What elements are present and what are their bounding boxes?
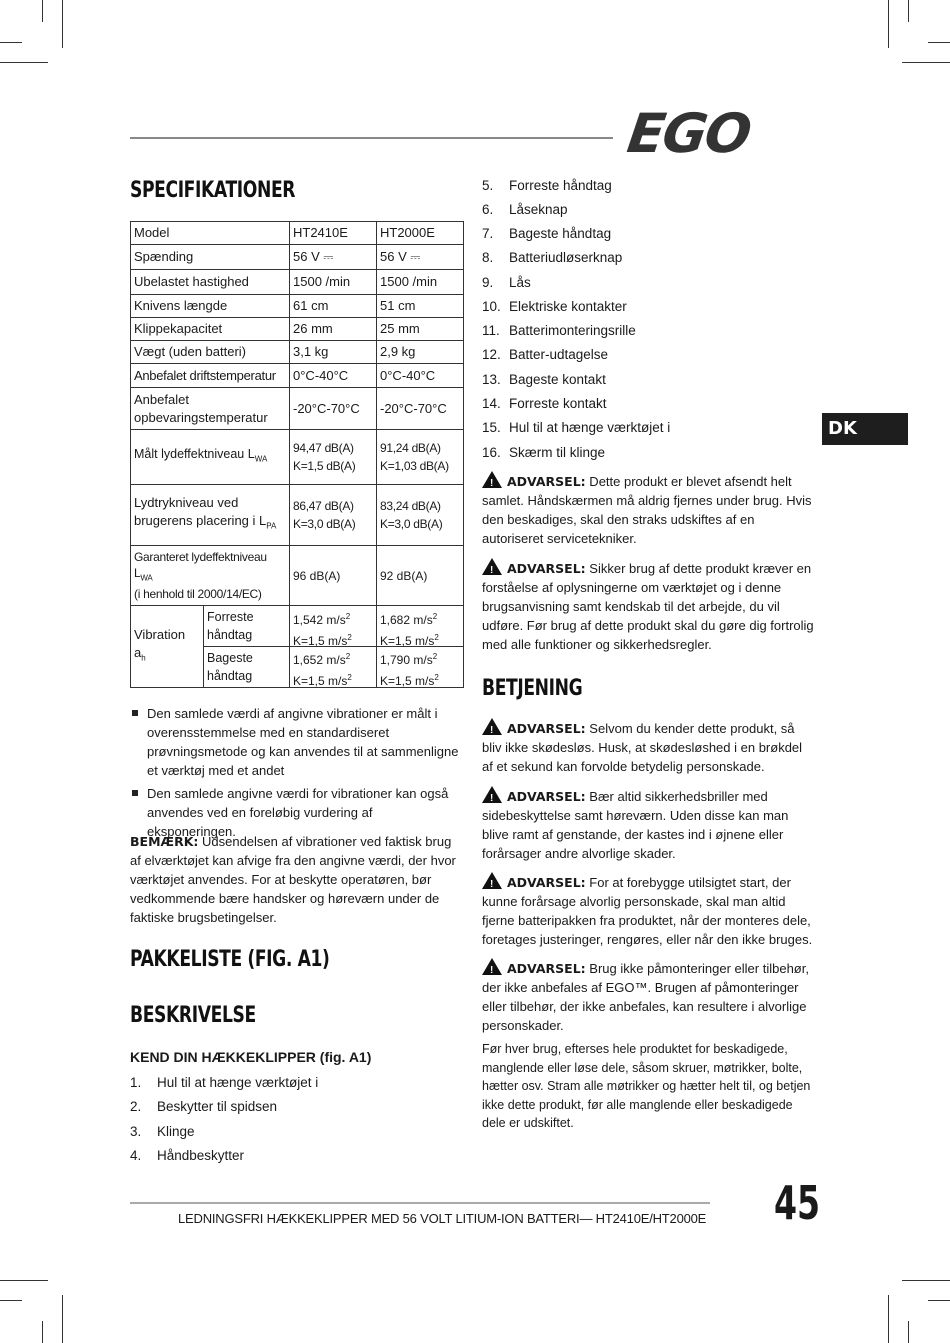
crop-mark (908, 1321, 909, 1343)
table-cell: Klippekapacitet (131, 318, 290, 341)
crop-mark (62, 0, 63, 48)
table-cell: 94,47 dB(A) K=1,5 dB(A) (290, 430, 377, 485)
list-item: 13. Bageste kontakt (482, 372, 606, 387)
list-item: 16. Skærm til klinge (482, 445, 606, 460)
table-row (131, 388, 464, 430)
table-cell: 26 mm (290, 318, 377, 341)
list-item: 12. Batter-udtagelse (482, 347, 609, 362)
operation-title: BETJENING (482, 676, 583, 701)
dc-symbol-icon: ⎓ (410, 250, 421, 264)
crop-mark (928, 1300, 950, 1301)
table-cell: 1500 /min (290, 270, 377, 295)
table-cell (290, 245, 377, 270)
list-item: 15. Hul til at hænge værktøjet i (482, 420, 671, 435)
table-row (131, 546, 464, 606)
table-cell: Lydtrykniveau ved brugerens placering i $L_{PA}$ (131, 485, 290, 546)
crop-mark (62, 1295, 63, 1343)
vibration-label: Vibration a (134, 626, 186, 660)
crop-mark (888, 1295, 889, 1343)
list-item: 1. Hul til at hænge værktøjet i (130, 1075, 319, 1090)
crop-mark (42, 0, 43, 22)
language-tab (822, 413, 908, 445)
list-item: 8. Batteriudløserknap (482, 250, 623, 265)
dc-symbol-icon: ⎓ (323, 250, 334, 264)
crop-mark (888, 0, 889, 48)
table-cell: HT2000E (377, 222, 464, 245)
crop-mark (928, 42, 950, 43)
list-item: 7. Bageste håndtag (482, 226, 612, 241)
table-row (131, 245, 464, 270)
crop-mark (42, 1321, 43, 1343)
footer-rule (130, 1202, 710, 1204)
inspection-paragraph: Før hver brug, efterses hele produktet for beskadigede, manglende eller løse dele, såsom skruer, møtrikker, bolte, hætter osv. Stram alle møtrikker og hætter helt til, og betjen ikke dette produkt, før alle manglende eller beskadigede dele er udskiftet. (482, 1042, 811, 1130)
list-item: 3. Klinge (130, 1124, 195, 1139)
table-cell: 91,24 dB(A) K=1,03 dB(A) (377, 430, 464, 485)
bullet-icon (132, 790, 138, 796)
warning-paragraph: ! ADVARSEL: Dette produkt er blevet afsendt helt samlet. Håndskærmen må aldrig fjernes under brug. Hvis den beskadiges, skal den straks udskiftes af en autoriseret servicetekniker. (482, 471, 814, 548)
table-cell: 51 cm (377, 295, 464, 318)
voltage-value: 56 V (380, 249, 407, 264)
list-item: 9. Lås (482, 275, 531, 290)
list-item: 5. Forreste håndtag (482, 178, 612, 193)
list-item: Den samlede værdi af angivne vibrationer er målt i overensstemmelse med en standardiseret prøvningsmetode og kan anvendes til at sammenligne et værktøj med et andet (130, 704, 464, 780)
list-item: 14. Forreste kontakt (482, 396, 607, 411)
warning-icon: ! (482, 786, 502, 803)
table-cell: 86,47 dB(A) K=3,0 dB(A) (290, 485, 377, 546)
specifications-table (130, 221, 464, 688)
warning-paragraph: ! ADVARSEL: Brug ikke påmonteringer eller tilbehør, der ikke anbefales af EGO™. Brugen af påmonteringer eller tilbehør, der ikke anbefales, kan resultere i alvorlige personskader. (482, 958, 814, 1035)
table-cell: Knivens længde (131, 295, 290, 318)
warning-icon: ! (482, 872, 502, 889)
crop-mark (0, 62, 48, 63)
warning-paragraph: ! ADVARSEL: For at forebygge utilsigtet start, der kunne forårsage alvorlig personskade, skal man altid fjerne batteripakken fra produktet, når der monteres dele, foretages justeringer, rengøres, eller når den ikke bruges. (482, 872, 814, 949)
table-row (131, 364, 464, 388)
note-label: BEMÆRK: (130, 834, 199, 849)
warning-paragraph: ! ADVARSEL: Sikker brug af dette produkt kræver en forståelse af oplysningerne om værktøjet og i denne brugsanvisning samt kendskab til det arbejde, du vil udføre. Før brug af dette produkt skal du gøre dig fortrolig med alle funktioner og sikkerhedsregler. (482, 558, 814, 654)
table-row (131, 606, 464, 688)
table-cell: Ubelastet hastighed (131, 270, 290, 295)
list-item: Den samlede angivne værdi for vibrationer kan også anvendes ved en foreløbig vurdering af eksponeringen. (130, 784, 464, 841)
warning-icon: ! (482, 558, 502, 575)
table-cell: Anbefalet opbevaringstemperatur (131, 388, 290, 430)
list-item: 10. Elektriske kontakter (482, 299, 627, 314)
list-item: 11. Batterimonteringsrille (482, 323, 636, 338)
page-number: 45 (774, 1176, 821, 1230)
bullet-icon (132, 710, 138, 716)
language-tab-label: DK (828, 418, 857, 439)
list-item: 6. Låseknap (482, 202, 568, 217)
warning-icon: ! (482, 958, 502, 975)
specifications-title: SPECIFIKATIONER (130, 178, 296, 203)
table-cell: -20°C-70°C (377, 388, 464, 430)
description-title: BESKRIVELSE (130, 1003, 256, 1028)
table-cell: 83,24 dB(A) K=3,0 dB(A) (377, 485, 464, 546)
table-cell: Vægt (uden batteri) (131, 341, 290, 364)
list-item: 4. Håndbeskytter (130, 1148, 245, 1163)
table-cell: 96 dB(A) (290, 546, 377, 606)
know-heading: KEND DIN HÆKKEKLIPPER (fig. A1) (130, 1049, 372, 1065)
warning-paragraph: ! ADVARSEL: Selvom du kender dette produkt, så bliv ikke skødesløs. Husk, at skødesløshed i en brøkdel af et sekund kan forvolde betydelig personskade. (482, 718, 814, 776)
footer-text: LEDNINGSFRI HÆKKEKLIPPER MED 56 VOLT LITIUM-ION BATTERI— HT2410E/HT2000E (178, 1211, 707, 1226)
table-cell: 0°C-40°C (377, 364, 464, 388)
table-cell: 61 cm (290, 295, 377, 318)
table-row (131, 270, 464, 295)
table-cell: 3,1 kg (290, 341, 377, 364)
table-cell: -20°C-70°C (290, 388, 377, 430)
table-row (131, 430, 464, 485)
table-row (131, 341, 464, 364)
crop-mark (0, 42, 22, 43)
table-cell: 1500 /min (377, 270, 464, 295)
crop-mark (0, 1300, 22, 1301)
crop-mark (902, 1280, 950, 1281)
table-cell: 25 mm (377, 318, 464, 341)
warning-icon: ! (482, 471, 502, 488)
table-cell: 2,9 kg (377, 341, 464, 364)
note-paragraph: BEMÆRK: Udsendelsen af vibrationer ved faktisk brug af elværktøjet kan afvige fra den angivne værdi, der hvor værktøjet anvendes. For at beskytte operatøren, bør vedkommende bære handsker og høreværn under de faktiske brugsbetingelser. (130, 834, 456, 925)
table-cell (377, 245, 464, 270)
table-cell: 92 dB(A) (377, 546, 464, 606)
table-row (131, 295, 464, 318)
crop-mark (908, 0, 909, 22)
list-item: 2. Beskytter til spidsen (130, 1099, 278, 1114)
crop-mark (0, 1280, 48, 1281)
table-cell: 1,682 $m/s^2$ K=1,5 $m/s^2$ 1,790 $m/s^2$ K=1,5 $m/s^2$ (377, 606, 464, 688)
table-cell: Målt lydeffektniveau $L_{WA}$ (131, 430, 290, 485)
table-cell: Spænding (131, 245, 290, 270)
ego-logo: EGO (623, 102, 754, 165)
table-cell: 1,542 $m/s^2$ K=1,5 $m/s^2$ 1,652 $m/s^2$ K=1,5 $m/s^2$ (290, 606, 377, 688)
table-cell: Anbefalet driftstemperatur (131, 364, 290, 388)
table-cell: 0°C-40°C (290, 364, 377, 388)
warning-paragraph: ! ADVARSEL: Bær altid sikkerhedsbriller med sidebeskyttelse samt høreværn. Uden disse kan man blive ramt af genstande, der kastes ind i øjnene eller forårsager andre alvorlige skader. (482, 786, 814, 863)
table-row (131, 485, 464, 546)
table-cell: Model (131, 222, 290, 245)
crop-mark (902, 62, 950, 63)
table-row (131, 222, 464, 245)
table-cell: Vibration $a_h$ Forreste håndtag Bageste håndtag (131, 606, 290, 688)
table-cell: Garanteret lydeffektniveau $L_{WA}$ (i henhold til 2000/14/EC) (131, 546, 290, 606)
voltage-value: 56 V (293, 249, 320, 264)
table-cell: HT2410E (290, 222, 377, 245)
warning-icon: ! (482, 718, 502, 735)
table-row (131, 318, 464, 341)
header-rule (130, 137, 613, 139)
packing-list-title: PAKKELISTE (FIG. A1) (130, 947, 330, 972)
